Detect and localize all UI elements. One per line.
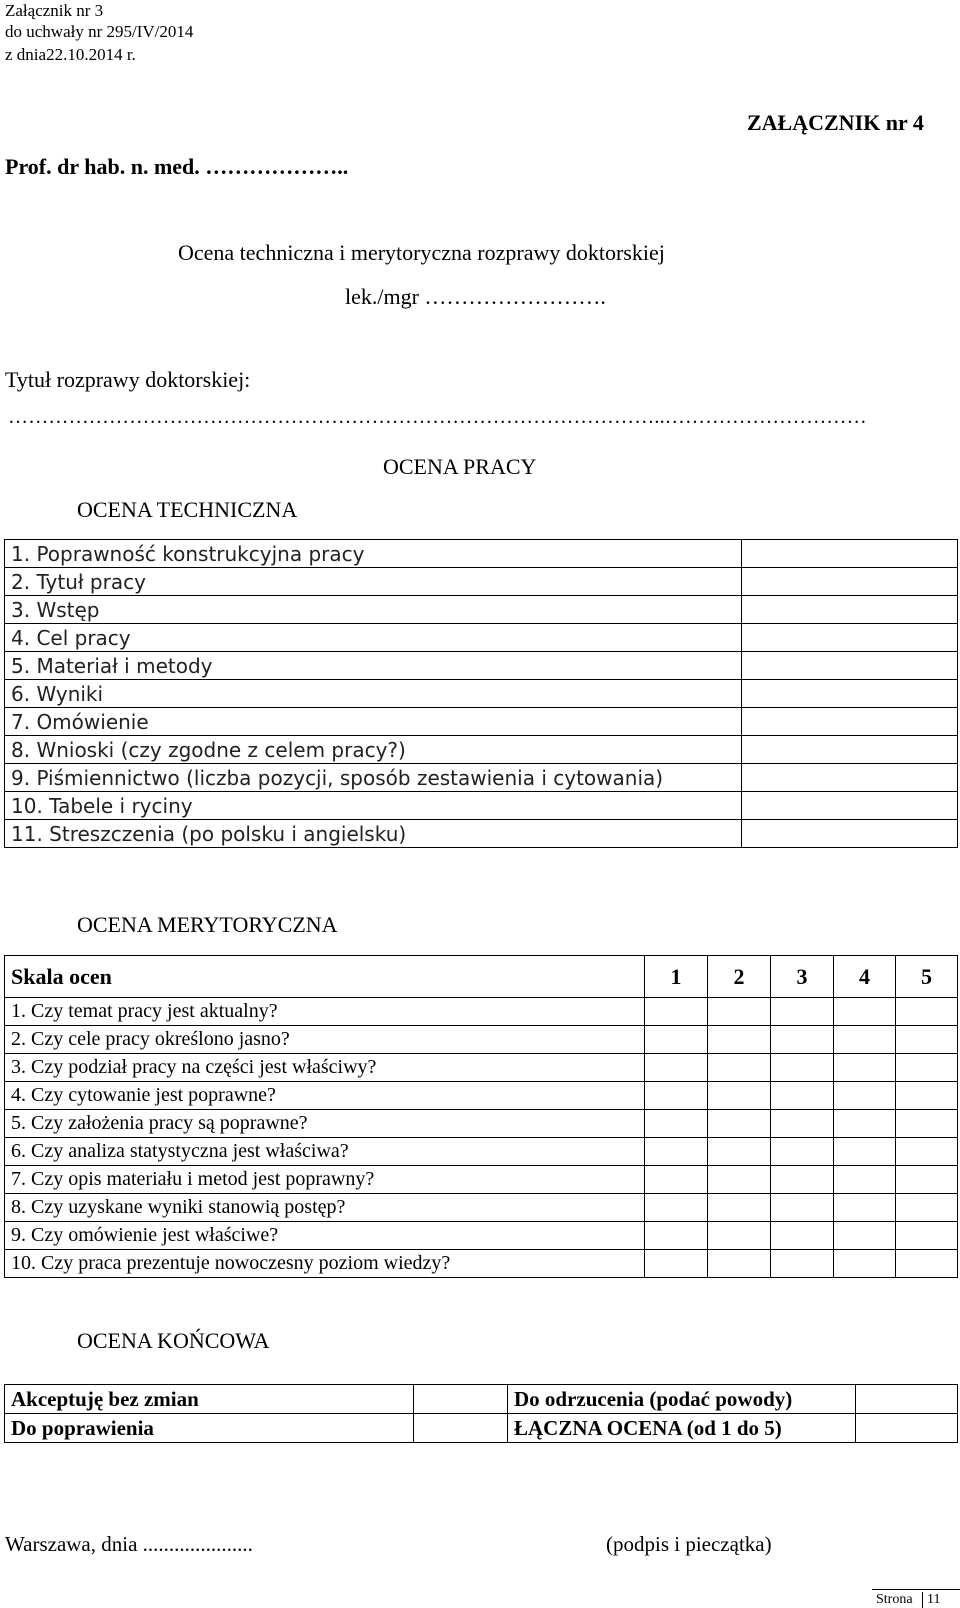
technical-row — [5, 540, 958, 568]
question-row — [5, 1222, 958, 1250]
reviewer-line: Prof. dr hab. n. med. ……………….. — [5, 154, 349, 179]
rating-cell[interactable] — [896, 1250, 958, 1278]
technical-row — [5, 596, 958, 624]
rating-cell[interactable] — [645, 1082, 708, 1110]
accept-checkbox-cell[interactable] — [414, 1385, 508, 1414]
technical-row — [5, 680, 958, 708]
rating-cell[interactable] — [834, 1054, 896, 1082]
rating-cell[interactable] — [834, 998, 896, 1026]
rating-cell[interactable] — [896, 1138, 958, 1166]
technical-criterion: 10. Tabele i ryciny — [5, 792, 742, 820]
rating-cell[interactable] — [645, 1250, 708, 1278]
revise-checkbox-cell[interactable] — [414, 1414, 508, 1443]
question-text: 3. Czy podział pracy na części jest właściwy? — [5, 1054, 645, 1082]
question-text: 10. Czy praca prezentuje nowoczesny poziom wiedzy? — [5, 1250, 645, 1278]
technical-row — [5, 792, 958, 820]
technical-criterion: 6. Wyniki — [5, 680, 742, 708]
technical-score-cell[interactable] — [742, 540, 958, 568]
technical-criterion: 3. Wstęp — [5, 596, 742, 624]
rating-cell[interactable] — [645, 1222, 708, 1250]
scale-value: 5 — [896, 956, 958, 998]
scale-value: 1 — [645, 956, 708, 998]
technical-criterion: 8. Wnioski (czy zgodne z celem pracy?) — [5, 736, 742, 764]
rating-cell[interactable] — [834, 1250, 896, 1278]
rating-cell[interactable] — [708, 1110, 771, 1138]
technical-row — [5, 624, 958, 652]
scale-value: 4 — [834, 956, 896, 998]
technical-score-cell[interactable] — [742, 764, 958, 792]
signature-and-stamp: (podpis i pieczątka) — [606, 1532, 772, 1556]
rating-cell[interactable] — [834, 1222, 896, 1250]
total-score-cell[interactable] — [856, 1414, 958, 1443]
reject-checkbox-cell[interactable] — [856, 1385, 958, 1414]
rating-cell[interactable] — [708, 1250, 771, 1278]
rating-cell[interactable] — [771, 1110, 834, 1138]
rating-cell[interactable] — [708, 1166, 771, 1194]
rating-cell[interactable] — [896, 998, 958, 1026]
question-row — [5, 1138, 958, 1166]
rating-cell[interactable] — [896, 1166, 958, 1194]
rating-cell[interactable] — [771, 1082, 834, 1110]
technical-criterion: 11. Streszczenia (po polsku i angielsku) — [5, 820, 742, 848]
page-label: Strona — [876, 1592, 913, 1607]
question-text: 4. Czy cytowanie jest poprawne? — [5, 1082, 645, 1110]
question-row — [5, 1250, 958, 1278]
rating-cell[interactable] — [708, 1194, 771, 1222]
rating-cell[interactable] — [708, 1082, 771, 1110]
footer-separator — [922, 1592, 923, 1608]
rating-cell[interactable] — [708, 998, 771, 1026]
rating-cell[interactable] — [771, 1026, 834, 1054]
page-number: 11 — [927, 1592, 941, 1607]
rating-cell[interactable] — [896, 1054, 958, 1082]
question-row — [5, 1166, 958, 1194]
rating-cell[interactable] — [834, 1138, 896, 1166]
rating-cell[interactable] — [771, 1222, 834, 1250]
question-row — [5, 1026, 958, 1054]
total-score-label: ŁĄCZNA OCENA (od 1 do 5) — [508, 1414, 856, 1443]
technical-score-cell[interactable] — [742, 652, 958, 680]
rating-cell[interactable] — [896, 1110, 958, 1138]
technical-criterion: 2. Tytuł pracy — [5, 568, 742, 596]
document-title: Ocena techniczna i merytoryczna rozprawy doktorskiej — [178, 240, 665, 265]
question-row — [5, 1082, 958, 1110]
rating-cell[interactable] — [771, 998, 834, 1026]
rating-cell[interactable] — [645, 1194, 708, 1222]
substantive-assessment-table — [4, 955, 958, 1278]
technical-row — [5, 708, 958, 736]
technical-criterion: 9. Piśmiennictwo (liczba pozycji, sposób zestawienia i cytowania) — [5, 764, 742, 792]
rating-cell[interactable] — [896, 1026, 958, 1054]
rating-cell[interactable] — [834, 1026, 896, 1054]
rating-cell[interactable] — [834, 1110, 896, 1138]
rating-cell[interactable] — [896, 1194, 958, 1222]
header-annex-number: Załącznik nr 3 — [5, 1, 104, 20]
question-text: 7. Czy opis materiału i metod jest poprawny? — [5, 1166, 645, 1194]
rating-cell[interactable] — [645, 1026, 708, 1054]
technical-score-cell[interactable] — [742, 708, 958, 736]
page-footer — [872, 1592, 960, 1608]
rating-cell[interactable] — [708, 1138, 771, 1166]
technical-score-cell[interactable] — [742, 596, 958, 624]
question-text: 1. Czy temat pracy jest aktualny? — [5, 998, 645, 1026]
thesis-title-dots: ……………………………………………………………………………………..………………………… — [8, 406, 867, 428]
substantive-assessment-heading: OCENA MERYTORYCZNA — [77, 912, 338, 937]
technical-score-cell[interactable] — [742, 792, 958, 820]
rating-cell[interactable] — [708, 1222, 771, 1250]
rating-cell[interactable] — [708, 1026, 771, 1054]
rating-cell[interactable] — [771, 1138, 834, 1166]
rating-cell[interactable] — [771, 1166, 834, 1194]
technical-row — [5, 736, 958, 764]
rating-cell[interactable] — [834, 1166, 896, 1194]
scale-header-row — [5, 956, 958, 998]
final-assessment-table — [4, 1384, 958, 1443]
rating-cell[interactable] — [645, 998, 708, 1026]
scale-value: 3 — [771, 956, 834, 998]
technical-criterion: 7. Omówienie — [5, 708, 742, 736]
rating-cell[interactable] — [645, 1166, 708, 1194]
question-row — [5, 998, 958, 1026]
technical-row — [5, 652, 958, 680]
rating-cell[interactable] — [771, 1194, 834, 1222]
rating-cell[interactable] — [708, 1054, 771, 1082]
rating-cell[interactable] — [771, 1054, 834, 1082]
thesis-title-label: Tytuł rozprawy doktorskiej: — [5, 367, 251, 392]
technical-assessment-heading: OCENA TECHNICZNA — [77, 497, 298, 522]
rating-cell[interactable] — [834, 1082, 896, 1110]
technical-score-cell[interactable] — [742, 624, 958, 652]
accept-option: Akceptuję bez zmian — [5, 1385, 414, 1414]
revise-option: Do poprawienia — [5, 1414, 414, 1443]
rating-cell[interactable] — [896, 1222, 958, 1250]
question-text: 6. Czy analiza statystyczna jest właściwa? — [5, 1138, 645, 1166]
technical-score-cell[interactable] — [742, 736, 958, 764]
rating-cell[interactable] — [645, 1110, 708, 1138]
technical-score-cell[interactable] — [742, 820, 958, 848]
technical-criterion: 1. Poprawność konstrukcyjna pracy — [5, 540, 742, 568]
question-row — [5, 1054, 958, 1082]
header-date: z dnia22.10.2014 r. — [5, 45, 136, 64]
reject-option: Do odrzucenia (podać powody) — [508, 1385, 856, 1414]
scale-value: 2 — [708, 956, 771, 998]
scale-label: Skala ocen — [5, 956, 645, 998]
header-resolution: do uchwały nr 295/IV/2014 — [5, 22, 194, 41]
rating-cell[interactable] — [771, 1250, 834, 1278]
technical-assessment-table — [4, 539, 958, 848]
question-text: 5. Czy założenia pracy są poprawne? — [5, 1110, 645, 1138]
question-row — [5, 1194, 958, 1222]
rating-cell[interactable] — [645, 1054, 708, 1082]
rating-cell[interactable] — [834, 1194, 896, 1222]
place-and-date: Warszawa, dnia ..................... — [5, 1532, 253, 1556]
technical-criterion: 5. Materiał i metody — [5, 652, 742, 680]
question-text: 2. Czy cele pracy określono jasno? — [5, 1026, 645, 1054]
question-text: 8. Czy uzyskane wyniki stanowią postęp? — [5, 1194, 645, 1222]
rating-cell[interactable] — [645, 1138, 708, 1166]
rating-cell[interactable] — [896, 1082, 958, 1110]
candidate-line: lek./mgr ……………………. — [345, 284, 606, 309]
question-row — [5, 1110, 958, 1138]
technical-row — [5, 820, 958, 848]
footer-rule — [872, 1589, 960, 1590]
work-assessment-heading: OCENA PRACY — [383, 454, 537, 479]
technical-row — [5, 764, 958, 792]
question-text: 9. Czy omówienie jest właściwe? — [5, 1222, 645, 1250]
technical-score-cell[interactable] — [742, 680, 958, 708]
technical-criterion: 4. Cel pracy — [5, 624, 742, 652]
attachment-label: ZAŁĄCZNIK nr 4 — [747, 110, 924, 135]
technical-row — [5, 568, 958, 596]
technical-score-cell[interactable] — [742, 568, 958, 596]
final-assessment-heading: OCENA KOŃCOWA — [77, 1328, 270, 1353]
